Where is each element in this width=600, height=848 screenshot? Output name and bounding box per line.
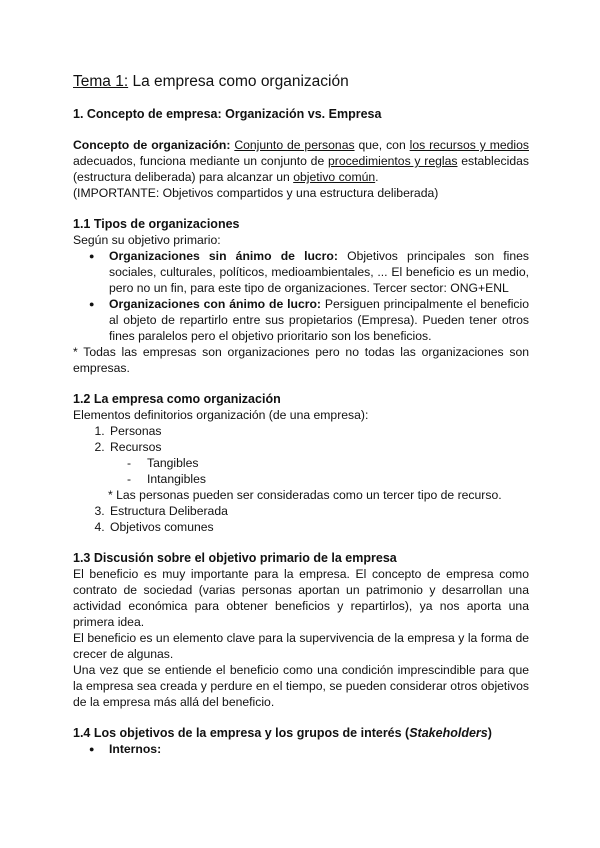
section-1-3-p2: El beneficio es un elemento clave para la supervivencia de la empresa y la forma de crecer de algunas. xyxy=(73,631,529,661)
b1-label: Organizaciones sin ánimo de lucro: xyxy=(109,249,338,263)
stakeholders-list xyxy=(73,741,529,757)
b2-label: Organizaciones con ánimo de lucro: xyxy=(109,297,321,311)
b1-text: Objetivos principales son fines sociales, culturales, políticos, medioambientales, ... El beneficio es un medio, pero no un fin, para este tipo de organizaciones. Tercer sector: ONG+ENL xyxy=(109,249,529,295)
resources-note: * Las personas pueden ser consideradas como un tercer tipo de recurso. xyxy=(108,488,502,502)
list-item: 1. Personas xyxy=(108,423,529,439)
elements-list xyxy=(73,423,529,535)
concepto-t4: adecuados, funciona mediante un conjunto de xyxy=(73,154,329,168)
section-1-4-heading xyxy=(73,725,529,741)
concepto-t3: los recursos y medios xyxy=(409,138,529,152)
concepto-paragraph xyxy=(73,137,529,185)
resources-sublist xyxy=(110,455,529,487)
list-item: - Tangibles xyxy=(145,455,529,471)
concepto-t6: establecidas (estructura deliberada) para alcanzar un xyxy=(73,154,529,184)
section-1-1-intro: Según su objetivo primario: xyxy=(73,233,221,247)
section-1-3-p1: El beneficio es muy importante para la empresa. El concepto de empresa como contrato de sociedad (varias personas aportan un patrimonio y desarrollan una actividad económica para obtener beneficios y repartirlos), ya nos aporta una primera idea. xyxy=(73,567,529,629)
section-1-3-p3: Una vez que se entiende el beneficio como una condición imprescindible para que la empresa sea creada y perdure en el tiempo, se pueden considerar otros objetivos de la empresa más allá del beneficio. xyxy=(73,663,529,709)
org-types-list xyxy=(73,248,529,344)
list-item xyxy=(109,248,529,296)
concepto-t1: Conjunto de personas xyxy=(234,138,355,152)
list-item: 3. Estructura Deliberada xyxy=(108,503,529,519)
s14-heading-em: Stakeholders xyxy=(409,726,488,740)
concepto-t7: objetivo común xyxy=(293,170,376,184)
s14-heading-text: 1.4 Los objetivos de la empresa y los grupos de interés ( xyxy=(73,726,410,740)
section-1-3-heading: 1.3 Discusión sobre el objetivo primario de la empresa xyxy=(73,551,397,565)
concepto-label: Concepto de organización: xyxy=(73,138,231,152)
title-lead: Tema 1: xyxy=(73,73,129,90)
section-1-1-heading: 1.1 Tipos de organizaciones xyxy=(73,217,240,231)
section-1-2-heading: 1.2 La empresa como organización xyxy=(73,392,281,406)
list-item: 4. Objetivos comunes xyxy=(108,519,529,535)
list-item xyxy=(109,296,529,344)
section-1-1-note: * Todas las empresas son organizaciones pero no todas las organizaciones son empresas. xyxy=(73,345,529,375)
concepto-t2: que, con xyxy=(354,138,410,152)
list-item xyxy=(108,439,529,503)
concepto-t8: . xyxy=(375,170,379,184)
list-item: - Intangibles xyxy=(145,471,529,487)
s14-heading-end: ) xyxy=(487,726,492,740)
list-item xyxy=(109,741,529,757)
concepto-note: (IMPORTANTE: Objetivos compartidos y una estructura deliberada) xyxy=(73,186,439,200)
section-1-heading: 1. Concepto de empresa: Organización vs. Empresa xyxy=(73,107,382,121)
title-rest: La empresa como organización xyxy=(128,73,349,90)
page-title xyxy=(73,72,529,92)
section-1-2-intro: Elementos definitorios organización (de una empresa): xyxy=(73,408,369,422)
b2-text: Persiguen principalmente el beneficio al objeto de repartirlo entre sus propietarios (Empresa). Pueden tener otros fines paralelos pero el objetivo prioritario son los beneficios. xyxy=(109,297,529,343)
document-page xyxy=(73,72,529,757)
concepto-t5: procedimientos y reglas xyxy=(328,154,458,168)
item2-label: Recursos xyxy=(110,440,162,454)
internos-label: Internos: xyxy=(109,742,162,756)
